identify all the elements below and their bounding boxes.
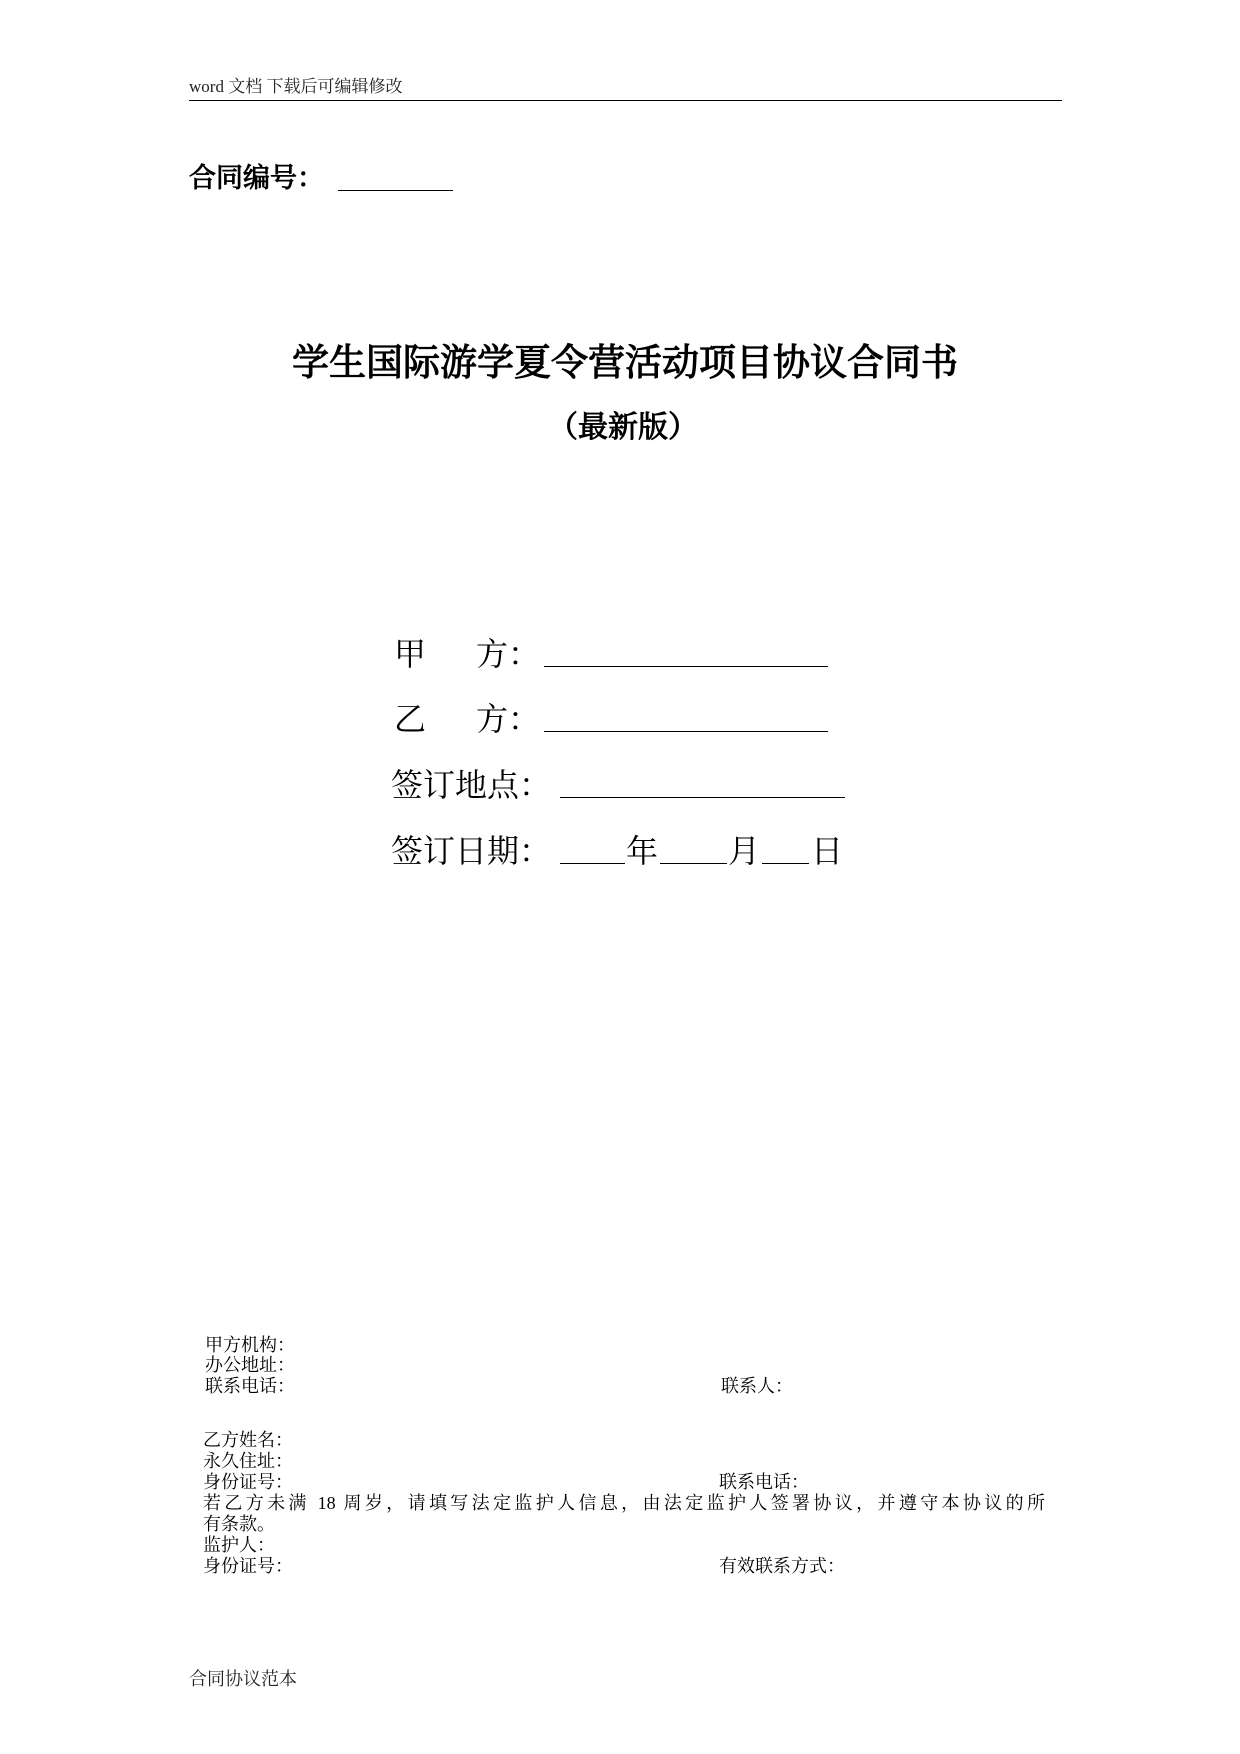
signing-place-blank (560, 797, 845, 798)
page-footer-text: 合同协议范本 (189, 1669, 297, 1689)
party-b-name-label: 乙方姓名： (203, 1430, 293, 1450)
party-b-label-char2: 方： (476, 701, 541, 737)
party-a-org-label: 甲方机构： (205, 1335, 295, 1355)
guardian-notice-line2: 有条款。 (203, 1514, 275, 1534)
party-b-residence-label: 永久住址： (203, 1451, 293, 1471)
party-b-label-char1: 乙 (394, 701, 427, 737)
signing-month-blank (660, 863, 727, 864)
signing-day-blank (762, 863, 809, 864)
signing-month-unit: 月 (728, 833, 761, 869)
signing-place-label: 签订地点： (391, 767, 552, 803)
party-a-phone-label: 联系电话： (205, 1376, 295, 1396)
guardian-label: 监护人： (203, 1535, 275, 1555)
contract-number-blank (338, 190, 453, 191)
party-a-contact-label: 联系人： (721, 1376, 793, 1396)
party-a-label-char2: 方： (476, 636, 541, 672)
page-header-text: word 文档 下载后可编辑修改 (189, 77, 403, 96)
document-subtitle: （最新版） (548, 411, 698, 444)
header-divider (189, 100, 1062, 101)
contract-number-label: 合同编号： (189, 163, 324, 193)
party-b-id-label: 身份证号： (203, 1472, 293, 1492)
party-a-label-char1: 甲 (394, 636, 427, 672)
document-title: 学生国际游学夏令营活动项目协议合同书 (292, 342, 958, 383)
party-b-phone-label: 联系电话： (719, 1472, 809, 1492)
signing-year-unit: 年 (626, 833, 659, 869)
guardian-notice-line1: 若乙方未满 18 周岁，请填写法定监护人信息，由法定监护人签署协议，并遵守本协议的所 (203, 1493, 1045, 1513)
guardian-id-label: 身份证号： (203, 1556, 293, 1576)
signing-year-blank (560, 863, 625, 864)
guardian-contact-label: 有效联系方式： (719, 1556, 845, 1576)
signing-date-label: 签订日期： (391, 833, 552, 869)
party-a-address-label: 办公地址： (205, 1355, 295, 1375)
party-a-blank (544, 666, 828, 667)
party-b-blank (544, 731, 828, 732)
signing-day-unit: 日 (811, 833, 844, 869)
